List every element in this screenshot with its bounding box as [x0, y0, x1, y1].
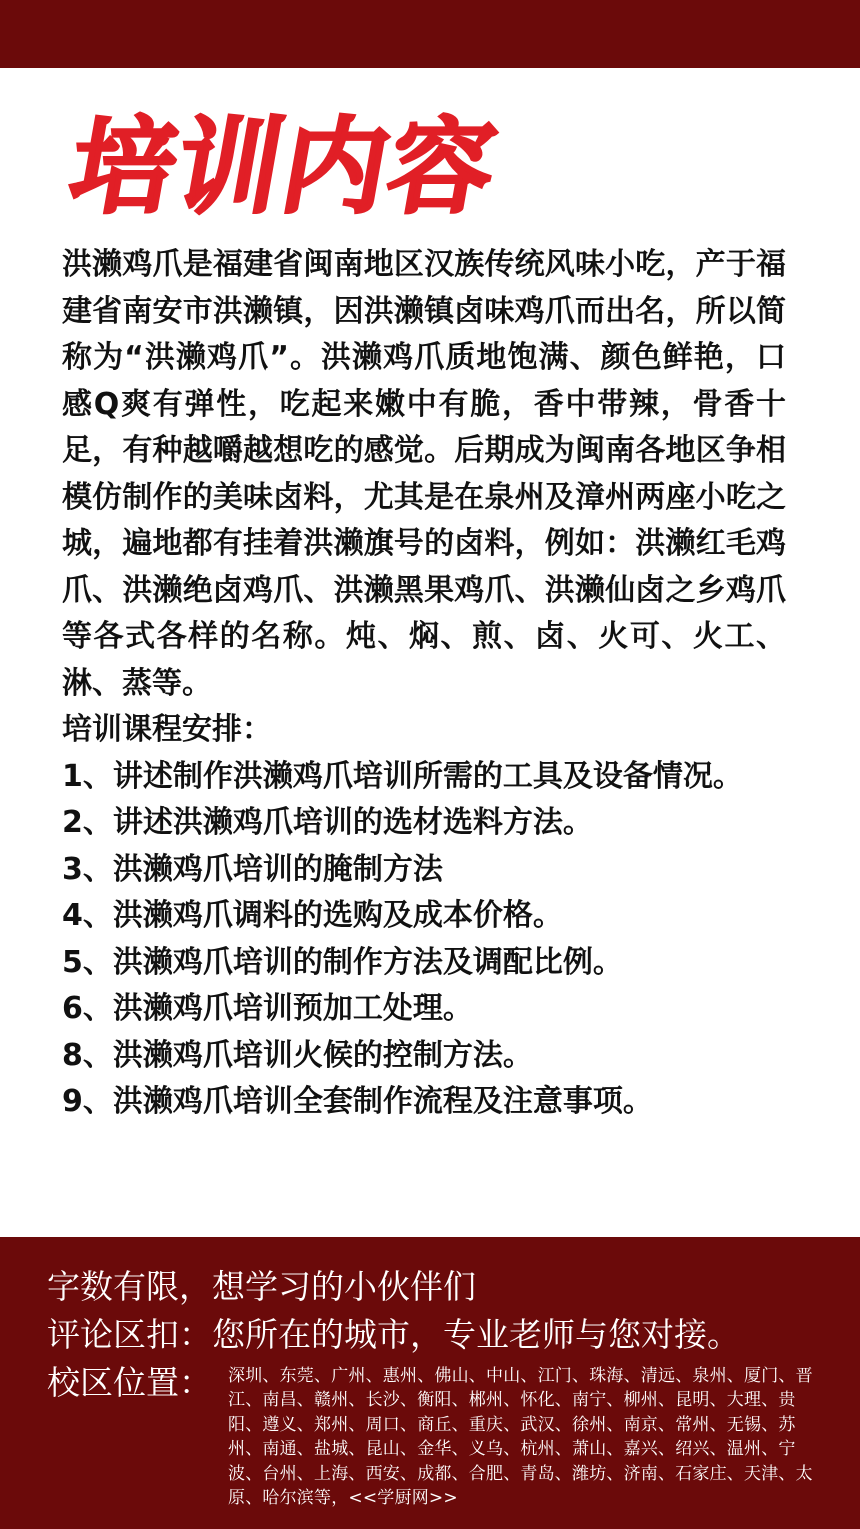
campus-label: 校区位置：: [47, 1363, 212, 1402]
main-content: [62, 242, 802, 1126]
schedule-item: 3、洪濑鸡爪培训的腌制方法: [62, 851, 443, 887]
schedule-list: [62, 754, 802, 1126]
schedule-item: 5、洪濑鸡爪培训的制作方法及调配比例。: [62, 944, 623, 980]
schedule-item: 2、讲述洪濑鸡爪培训的选材选料方法。: [62, 805, 593, 840]
intro-paragraph: 洪濑鸡爪是福建省闽南地区汉族传统风味小吃，产于福建省南安市洪濑镇，因洪濑镇卤味鸡爪而出名，所以简称为“洪濑鸡爪”。洪濑鸡爪质地饱满、颜色鲜艳，口感Q爽有弹性，吃起来嫩中有脆，香中带辣，骨香十足，有种越嚼越想吃的感觉。后期成为闽南各地区争相模仿制作的美味卤料，尤其是在泉州及漳州两座小吃之城，遍地都有挂着洪濑旗号的卤料，例如：洪濑红毛鸡爪、洪濑绝卤鸡爪、洪濑黑果鸡爪、洪濑仙卤之乡鸡爪等各式各样的名称。炖、焖、煎、卤、火可、火工、淋、蒸等。: [62, 247, 786, 701]
schedule-item: 6、洪濑鸡爪培训预加工处理。: [62, 991, 473, 1026]
schedule-item: 1、讲述制作洪濑鸡爪培训所需的工具及设备情况。: [62, 758, 743, 794]
page-title: 培训内容: [60, 106, 507, 228]
footer-panel: [0, 1237, 860, 1529]
campus-cities: 深圳、东莞、广州、惠州、佛山、中山、江门、珠海、清远、泉州、厦门、晋江、南昌、赣州、长沙、衡阳、郴州、怀化、南宁、柳州、昆明、大理、贵阳、遵义、郑州、周口、商丘、重庆、武汉、徐州、南京、常州、无锡、苏州、南通、盐城、昆山、金华、义乌、杭州、萧山、嘉兴、绍兴、温州、宁波、台州、上海、西安、成都、合肥、青岛、潍坊、济南、石家庄、天津、太原、哈尔滨等，<<学厨网>>: [228, 1366, 813, 1509]
schedule-heading: 培训课程安排：: [62, 712, 272, 747]
top-banner: [0, 0, 860, 68]
footer-line-1: 字数有限，想学习的小伙伴们: [47, 1267, 476, 1306]
schedule-item: 4、洪濑鸡爪调料的选购及成本价格。: [62, 898, 563, 933]
footer-line-2: 评论区扣：您所在的城市，专业老师与您对接。: [47, 1315, 740, 1354]
schedule-item: 8、洪濑鸡爪培训火候的控制方法。: [62, 1037, 533, 1073]
schedule-item: 9、洪濑鸡爪培训全套制作流程及注意事项。: [62, 1084, 653, 1119]
